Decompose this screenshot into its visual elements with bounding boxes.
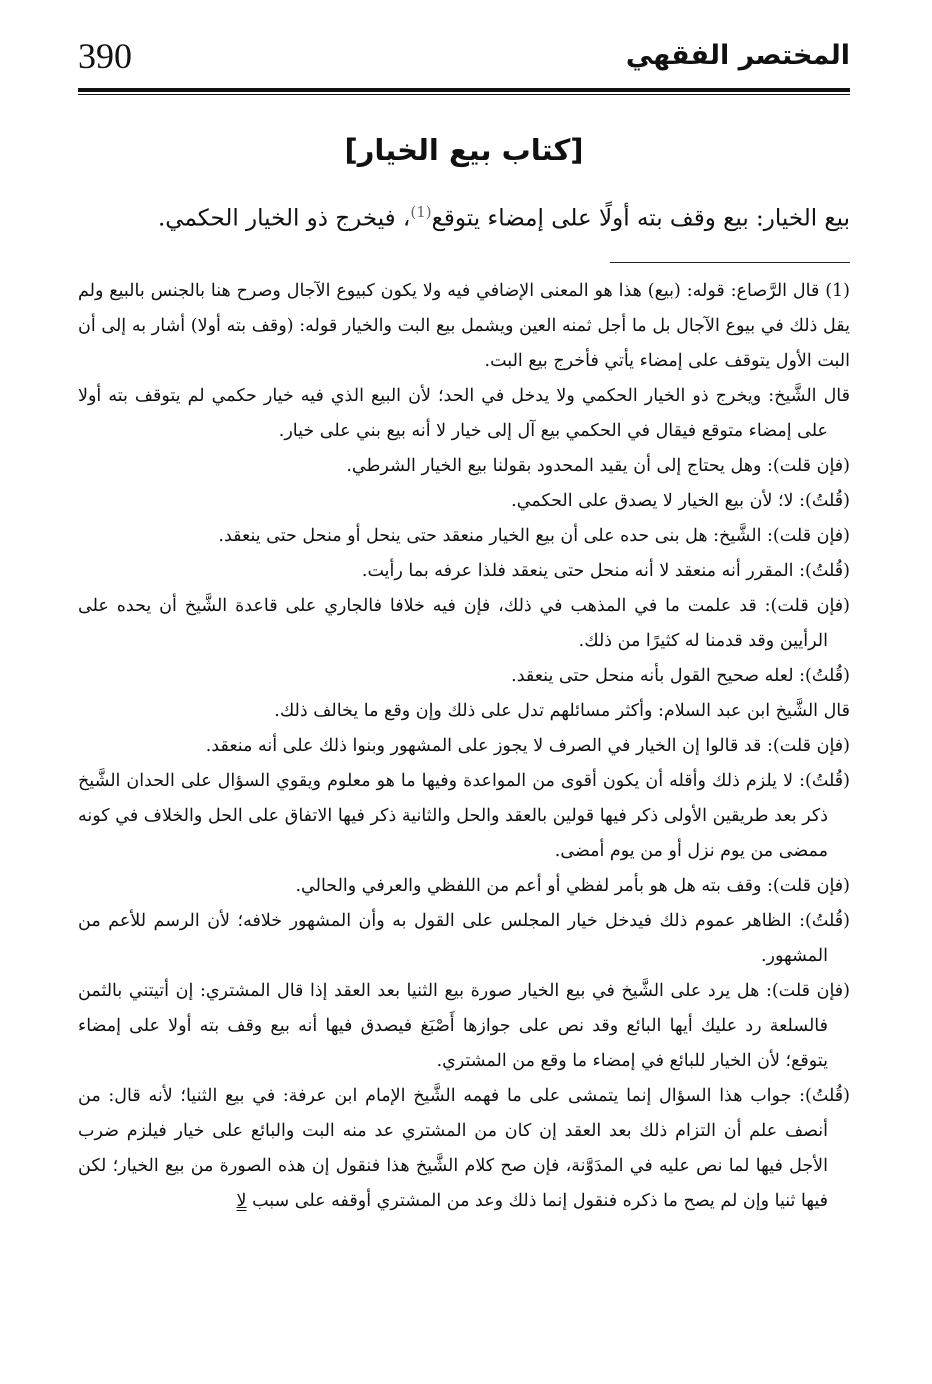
footnote-paragraph: (فإن قلت): وقف بته هل هو بأمر لفظي أو أعم من اللفظي والعرفي والحالي. — [295, 876, 850, 896]
footnote-paragraph-last — [78, 1079, 850, 1219]
definition-continuation: ، فيخرج ذو الخيار الحكمي. — [158, 205, 411, 232]
footnote-paragraph: (قُلتُ): المقرر أنه منعقد لا أنه منحل حتى ينعقد فلذا عرفه بما رأيت. — [361, 561, 850, 581]
footnote-paragraph: (1) قال الرَّصاع: قوله: (بيع) هذا هو المعنى الإضافي فيه ولا يكون كبيوع الآجال وصرح هنا بالجنس بالبيع ولم يقل ذلك في بيوع الآجال بل ما أجل ثمنه العين ويشمل بيع البت والخيار قوله: (وقف بته أولا) أشار به إلى أن البت الأول يتوقف على إمضاء يأتي فأخرج بيع البت. — [78, 281, 850, 371]
last-note-text: (قُلتُ): جواب هذا السؤال إنما يتمشى على ما فهمه الشَّيخ الإمام ابن عرفة: في بيع الثنيا؛ لأنه قال: من أنصف علم أن التزام ذلك بعد العقد إن كان من المشتري عد منه البت والبائع على خيار فيلزم ضرب الأجل فيها لما نص عليه في المدَوَّنة، فإن صح كلام الشَّيخ هذا فنقول إن هذه الصورة من بيع الخيار؛ لكن فيها ثنيا وإن لم يصح ما ذكره فنقول إنما ذلك وعد من المشتري أوقفه على سبب — [78, 1086, 850, 1211]
footnote-marker: (1) — [410, 203, 432, 221]
footnote-paragraph: (فإن قلت): وهل يحتاج إلى أن يقيد المحدود بقولنا بيع الخيار الشرطي. — [346, 456, 850, 476]
page-number: 390 — [78, 36, 132, 76]
page-header — [78, 34, 850, 92]
footnote-paragraph: (فإن قلت): الشَّيخ: هل بنى حده على أن بيع الخيار منعقد حتى ينحل أو منحل حتى ينعقد. — [218, 526, 850, 546]
footnote-paragraph: (فإن قلت): هل يرد على الشَّيخ في بيع الخيار صورة بيع الثنيا بعد العقد إذا قال المشتري: إن أتيتني بالثمن فالسلعة رد عليك أيها البائع وقد نص على جوازها أَصْبَغ فيصدق فيها أنه بيع وقف بته أولا على إمضاء يتوقع؛ لأن الخيار للبائع في إمضاء ما وقع من المشتري. — [78, 981, 850, 1071]
definition-paragraph — [78, 190, 850, 241]
catchword: لا — [236, 1191, 247, 1211]
footnotes-section — [78, 274, 850, 1219]
footnote-paragraph: قال الشَّيخ: ويخرج ذو الخيار الحكمي ولا يدخل في الحد؛ لأن البيع الذي فيه خيار حكمي لم يتوقف بته أولا على إمضاء متوقع فيقال في الحكمي بيع آل إلى خيار لا أنه بيع بني على خيار. — [78, 386, 850, 441]
footnote-paragraph: (فإن قلت): قد علمت ما في المذهب في ذلك، فإن فيه خلافا فالجاري على قاعدة الشَّيخ أن يحده على الرأيين وقد قدمنا له كثيرًا من ذلك. — [78, 596, 850, 651]
footnote-paragraph: (قُلتُ): لا؛ لأن بيع الخيار لا يصدق على الحكمي. — [511, 491, 850, 511]
footnote-paragraph: (قُلتُ): لا يلزم ذلك وأقله أن يكون أقوى من المواعدة وفيها ما هو معلوم ويقوي السؤال على الحدان الشَّيخ ذكر بعد طريقين الأولى ذكر فيها قولين بالعقد والحل والثانية ذكر فيها الاتفاق على الحل والخلاف في كونه ممضى من يوم نزل أو من يوم أمضى. — [78, 771, 850, 861]
running-title: المختصر الفقهي — [625, 40, 850, 71]
footnote-paragraph: (فإن قلت): قد قالوا إن الخيار في الصرف لا يجوز على المشهور وبنوا ذلك على أنه منعقد. — [205, 736, 850, 756]
footnote-paragraph: قال الشَّيخ ابن عبد السلام: وأكثر مسائلهم تدل على ذلك وإن وقع ما يخالف ذلك. — [274, 701, 850, 721]
footnote-separator — [610, 262, 850, 263]
book-title: [كتاب بيع الخيار] — [344, 133, 584, 167]
footnote-paragraph: (قُلتُ): الظاهر عموم ذلك فيدخل خيار المجلس على القول به وأن المشهور خلافه؛ لأن الرسم للأعم من المشهور. — [78, 911, 850, 966]
definition-text: بيع الخيار: بيع وقف بته أولًا على إمضاء يتوقع — [431, 205, 850, 232]
footnote-paragraph: (قُلتُ): لعله صحيح القول بأنه منحل حتى ينعقد. — [511, 666, 850, 686]
header-rule — [78, 88, 850, 92]
